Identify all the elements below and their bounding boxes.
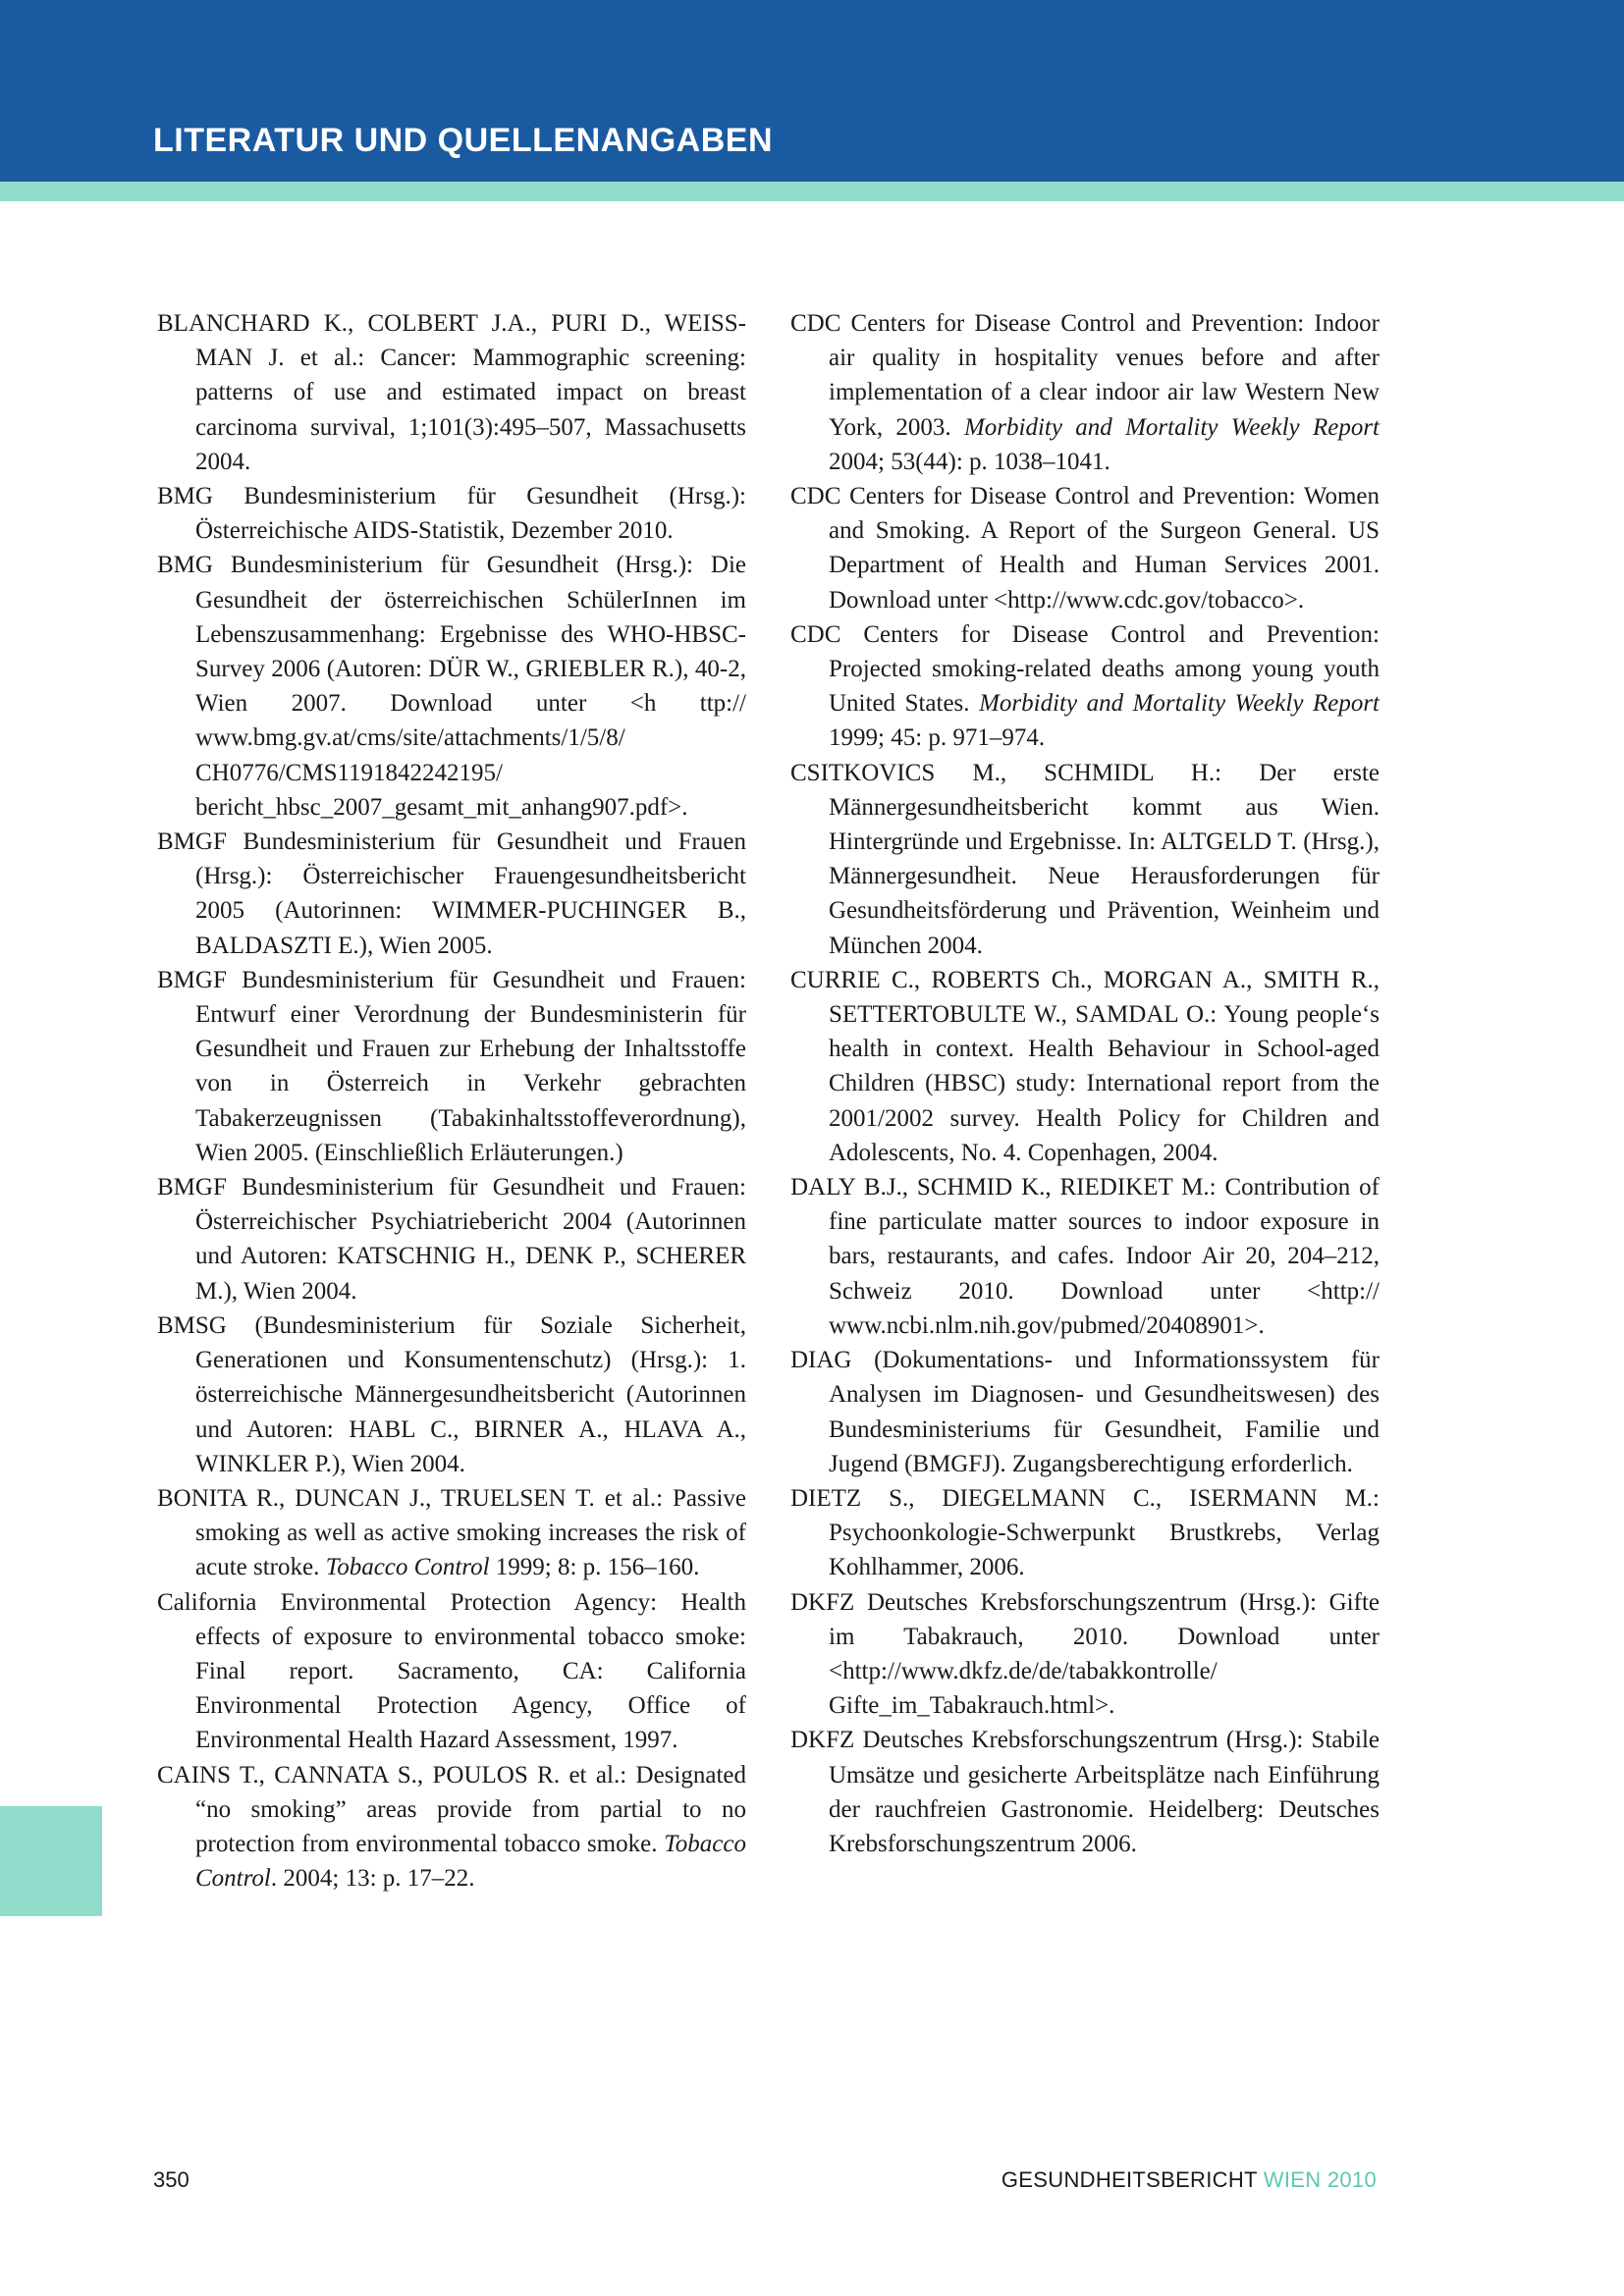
- reference-text: CAINS T., CANNATA S., POULOS R. et al.: Designated “no smoking” areas provide from partial to no protection from environmental tobacco smoke.: [157, 1761, 746, 1857]
- reference-entry: [790, 756, 1380, 963]
- reference-text: BMG Bundesministerium für Gesundheit (Hrsg.): Österreichische AIDS-Statistik, Dezember 2010.: [157, 483, 746, 545]
- reference-entry: [790, 306, 1380, 479]
- reference-entry: [790, 1170, 1380, 1343]
- reference-text: CDC Centers for Disease Control and Prevention: Indoor air quality in hospitality venues before and after implementation of a clear indoor air law Western New York, 2003.: [790, 310, 1380, 441]
- page-title: LITERATUR UND QUELLENANGABEN: [153, 122, 774, 159]
- header-stripe: [0, 182, 1624, 201]
- reference-text: BMGF Bundesministerium für Gesundheit und Frauen: Entwurf einer Verordnung der Bundesministerin für Gesundheit und Frauen zur Erhebung der Inhaltsstoffe von in Österreich in Verkehr gebrachten Tabakerzeugnissen (Tabakinhaltsstoffeverordnung), Wien 2005. (Einschließlich Erläuterungen.): [157, 966, 746, 1166]
- reference-entry: [157, 306, 746, 479]
- reference-entry: [790, 1481, 1380, 1585]
- reference-entry: [157, 825, 746, 963]
- reference-text: DALY B.J., SCHMID K., RIEDIKET M.: Contribution of fine particulate matter sources to indoor exposure in bars, restaurants, and cafes. Indoor Air 20, 204–212, Schweiz 2010. Download unter <http:// www.ncbi.nlm.nih.gov/pubmed/20408901>.: [790, 1174, 1380, 1339]
- reference-text: DIETZ S., DIEGELMANN C., ISERMANN M.: Psychoonkologie-Schwerpunkt Brustkrebs, Verlag Kohlhammer, 2006.: [790, 1484, 1380, 1581]
- reference-text: BMGF Bundesministerium für Gesundheit und Frauen (Hrsg.): Österreichischer Frauengesundheitsbericht 2005 (Autorinnen: WIMMER-PUCHINGER B., BALDASZTI E.), Wien 2005.: [157, 828, 746, 959]
- page-number: 350: [153, 2167, 189, 2192]
- reference-entry: [157, 1585, 746, 1758]
- publication-accent: WIEN 2010: [1263, 2167, 1377, 2192]
- reference-entry: [790, 963, 1380, 1170]
- reference-entry: [790, 1585, 1380, 1724]
- reference-text: DIAG (Dokumentations- und Informationssystem für Analysen im Diagnosen- und Gesundheitswesen) des Bundesministeriums für Gesundheit, Familie und Jugend (BMGFJ). Zugangsberechtigung erforderlich.: [790, 1347, 1380, 1477]
- reference-text: CURRIE C., ROBERTS Ch., MORGAN A., SMITH R., SETTERTOBULTE W., SAMDAL O.: Young people‘s health in context. Health Behaviour in School-aged Children (HBSC) study: International report from the 2001/2002 survey. Health Policy for Children and Adolescents, No. 4. Copenhagen, 2004.: [790, 966, 1380, 1166]
- reference-journal: Morbidity and Mortality Weekly Report: [963, 413, 1380, 441]
- reference-entry: [157, 963, 746, 1170]
- reference-text: BMG Bundesministerium für Gesundheit (Hrsg.): Die Gesundheit der österreichischen SchülerInnen im Lebenszusammenhang: Ergebnisse des WHO-HBSC-Survey 2006 (Autoren: DÜR W., GRIEBLER R.), 40-2, Wien 2007. Download unter <h ttp:// www.bmg.gv.at/cms/site/attachments/1/5/8/ CH0776/CMS1191842242195/ bericht_hbsc_2007_gesamt_mit_anhang907.pdf>.: [157, 552, 746, 821]
- reference-citation: 2004; 53(44): p. 1038–1041.: [829, 448, 1110, 475]
- reference-text: CDC Centers for Disease Control and Prevention: Projected smoking-related deaths among young youth United States.: [790, 620, 1380, 718]
- reference-entry: [790, 1343, 1380, 1481]
- reference-citation: 1999; 45: p. 971–974.: [829, 724, 1046, 752]
- right-column: [790, 306, 1380, 1861]
- reference-text: BLANCHARD K., COLBERT J.A., PURI D., WEISS-MAN J. et al.: Cancer: Mammographic screening: patterns of use and estimated impact on breast carcinoma survival, 1;101(3):495–507, Massachusetts 2004.: [157, 310, 746, 475]
- side-tab-marker: [0, 1806, 102, 1916]
- reference-journal: Tobacco Control: [325, 1554, 490, 1581]
- reference-entry: [157, 479, 746, 548]
- reference-entry: [790, 1723, 1380, 1861]
- reference-text: BONITA R., DUNCAN J., TRUELSEN T. et al.: Passive smoking as well as active smoking increases the risk of acute stroke.: [157, 1484, 746, 1581]
- reference-citation: . 2004; 13: p. 17–22.: [270, 1865, 475, 1893]
- reference-entry: [157, 1758, 746, 1896]
- publication-title: [1001, 2167, 1377, 2193]
- reference-text: BMSG (Bundesministerium für Soziale Sicherheit, Generationen und Konsumentenschutz) (Hrsg.): 1. österreichische Männergesundheitsbericht (Autorinnen und Autoren: HABL C., BIRNER A., HLAVA A., WINKLER P.), Wien 2004.: [157, 1311, 746, 1477]
- reference-entry: [157, 1481, 746, 1585]
- left-column: [157, 306, 746, 1896]
- reference-entry: [157, 548, 746, 825]
- reference-text: California Environmental Protection Agency: Health effects of exposure to environmental tobacco smoke: Final report. Sacramento, CA: California Environmental Protection Agency, Office of Environmental Health Hazard Assessment, 1997.: [157, 1588, 746, 1754]
- publication-name: GESUNDHEITSBERICHT: [1001, 2167, 1258, 2192]
- reference-entry: [790, 617, 1380, 756]
- reference-text: DKFZ Deutsches Krebsforschungszentrum (Hrsg.): Gifte im Tabakrauch, 2010. Download unter <http://www.dkfz.de/de/tabakkontrolle/ Gifte_im_Tabakrauch.html>.: [790, 1588, 1380, 1720]
- reference-journal: Morbidity and Mortality Weekly Report: [979, 690, 1380, 718]
- reference-text: CSITKOVICS M., SCHMIDL H.: Der erste Männergesundheitsbericht kommt aus Wien. Hintergründe und Ergebnisse. In: ALTGELD T. (Hrsg.), Männergesundheit. Neue Herausforderungen für Gesundheitsförderung und Prävention, Weinheim und München 2004.: [790, 759, 1380, 959]
- reference-citation: 1999; 8: p. 156–160.: [489, 1554, 700, 1581]
- reference-entry: [790, 479, 1380, 617]
- reference-entry: [157, 1308, 746, 1481]
- reference-text: CDC Centers for Disease Control and Prevention: Women and Smoking. A Report of the Surgeon General. US Department of Health and Human Services 2001. Download unter <http://www.cdc.gov/tobacco>.: [790, 483, 1380, 614]
- reference-text: DKFZ Deutsches Krebsforschungszentrum (Hrsg.): Stabile Umsätze und gesicherte Arbeitsplätze nach Einführung der rauchfreien Gastronomie. Heidelberg: Deutsches Krebsforschungszentrum 2006.: [790, 1727, 1380, 1857]
- reference-journal: Tobacco Control: [195, 1830, 746, 1893]
- reference-entry: [157, 1170, 746, 1308]
- reference-text: BMGF Bundesministerium für Gesundheit und Frauen: Österreichischer Psychiatriebericht 2004 (Autorinnen und Autoren: KATSCHNIG H., DENK P., SCHERER M.), Wien 2004.: [157, 1174, 746, 1305]
